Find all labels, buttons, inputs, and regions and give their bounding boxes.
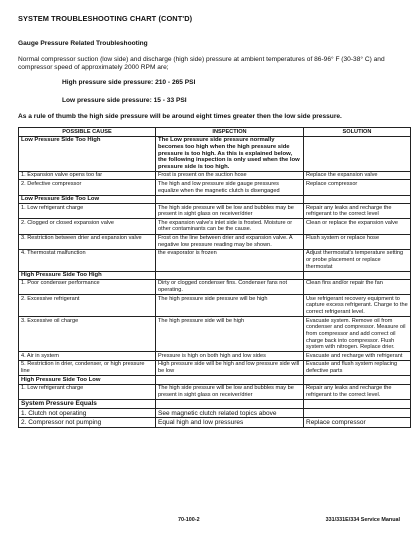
section-row bbox=[19, 195, 411, 203]
cell-cause: Low Pressure Side Too High bbox=[19, 136, 156, 171]
table-row bbox=[19, 280, 411, 295]
cell-cause: 3. Restriction between drier and expansion valve bbox=[19, 234, 156, 249]
header-possible-cause: POSSIBLE CAUSE bbox=[19, 128, 156, 137]
cell-cause: High Pressure Side Too Low bbox=[19, 376, 156, 384]
table-row bbox=[19, 219, 411, 234]
table-body bbox=[19, 136, 411, 427]
cell-cause: 1. Expansion valve opens too far bbox=[19, 172, 156, 180]
page-number: 70-100-2 bbox=[178, 517, 200, 523]
section-row bbox=[19, 136, 411, 171]
page-title: SYSTEM TROUBLESHOOTING CHART (CONT'D) bbox=[18, 14, 193, 23]
cell-cause: 1. Poor condenser performance bbox=[19, 280, 156, 295]
cell-cause: 2. Excessive refrigerant bbox=[19, 295, 156, 317]
cell-inspection: The high side pressure will be low and bubbles may be present in sight glass on receiver/drier bbox=[156, 384, 304, 399]
manual-name: 331/331E/334 Service Manual bbox=[325, 517, 400, 523]
section-row bbox=[19, 271, 411, 279]
section-subtitle: Gauge Pressure Related Troubleshooting bbox=[18, 40, 148, 47]
cell-solution bbox=[304, 399, 411, 408]
low-pressure-spec: Low pressure side pressure: 15 - 33 PSI bbox=[62, 97, 187, 104]
cell-inspection: the evaporator is frozen bbox=[156, 249, 304, 271]
cell-solution: Repair any leaks and recharge the refrigerant to the correct level. bbox=[304, 384, 411, 399]
cell-solution: Replace the expansion valve bbox=[304, 172, 411, 180]
cell-inspection: Pressure is high on both high and low sides bbox=[156, 352, 304, 360]
cell-cause: 2. Defective compressor bbox=[19, 180, 156, 195]
cell-solution: Use refrigerant recovery equipment to capture excess refrigerant. Charge to the correct refrigerant level. bbox=[304, 295, 411, 317]
cell-cause: High Pressure Side Too High bbox=[19, 271, 156, 279]
cell-cause: 2. Clogged or closed expansion valve bbox=[19, 219, 156, 234]
cell-solution bbox=[304, 409, 411, 418]
high-pressure-spec: High pressure side pressure: 210 - 265 PSI bbox=[62, 79, 196, 86]
cell-inspection bbox=[156, 271, 304, 279]
cell-solution: Repair any leaks and recharge the refrigerant to the correct level bbox=[304, 204, 411, 219]
cell-inspection: The high pressure side will be high bbox=[156, 317, 304, 352]
table-header-row bbox=[19, 128, 411, 137]
cell-inspection: Equal high and low pressures bbox=[156, 418, 304, 427]
cell-solution: Evacuate and flush system replacing defective parts bbox=[304, 360, 411, 375]
section-row bbox=[19, 376, 411, 384]
table-row bbox=[19, 360, 411, 375]
table-row bbox=[19, 172, 411, 180]
cell-inspection: The high side pressure will be low and bubbles may be present in sight glass on receiver/drier bbox=[156, 204, 304, 219]
cell-inspection: Dirty or clogged condenser fins. Condenser fans not operating. bbox=[156, 280, 304, 295]
cell-inspection: The Low pressure side pressure normally becomes too high when the high pressure side pressure is too high. As this is explained below, the following inspection is only used when the low pressure side is too high. bbox=[156, 136, 304, 171]
cell-inspection: Frost is present on the suction hose bbox=[156, 172, 304, 180]
cell-cause: 1. Low refrigerant charge bbox=[19, 204, 156, 219]
table-row bbox=[19, 384, 411, 399]
cell-solution bbox=[304, 376, 411, 384]
table-row bbox=[19, 204, 411, 219]
table-row bbox=[19, 295, 411, 317]
cell-inspection: Frost on the line between drier and expansion valve. A negative low pressure reading may be shown. bbox=[156, 234, 304, 249]
cell-solution: Flush system or replace hose bbox=[304, 234, 411, 249]
cell-inspection: High pressure side will be high and low pressure side will be low bbox=[156, 360, 304, 375]
cell-inspection bbox=[156, 376, 304, 384]
cell-inspection: The high and low pressure side gauge pressures equalize when the magnetic clutch is disengaged bbox=[156, 180, 304, 195]
table-row bbox=[19, 352, 411, 360]
cell-cause: 1. Low refrigerant charge bbox=[19, 384, 156, 399]
table-row bbox=[19, 317, 411, 352]
cell-cause: System Pressure Equals bbox=[19, 399, 156, 408]
cell-solution bbox=[304, 271, 411, 279]
cell-cause: 1. Clutch not operating bbox=[19, 409, 156, 418]
cell-cause: 4. Air in system bbox=[19, 352, 156, 360]
cell-solution: Replace compressor bbox=[304, 418, 411, 427]
cell-solution: Clean fins and/or repair the fan bbox=[304, 280, 411, 295]
cell-inspection: See magnetic clutch related topics above bbox=[156, 409, 304, 418]
intro-paragraph: Normal compressor suction (low side) and discharge (high side) pressure at ambient temperatures of 86-96° F (30-38° C) and compressor speed of approximately 2000 RPM are; bbox=[18, 56, 385, 72]
cell-cause: Low Pressure Side Too Low bbox=[19, 195, 156, 203]
table-row bbox=[19, 409, 411, 418]
troubleshooting-table bbox=[18, 127, 411, 428]
cell-inspection: The expansion valve's inlet side is frosted. Moisture or other contaminants can be the cause. bbox=[156, 219, 304, 234]
cell-cause: 4. Thermostat malfunction bbox=[19, 249, 156, 271]
cell-solution: Evacuate and recharge with refrigerant bbox=[304, 352, 411, 360]
header-inspection: INSPECTION bbox=[156, 128, 304, 137]
cell-cause: 3. Excessive oil charge bbox=[19, 317, 156, 352]
header-solution: SOLUTION bbox=[304, 128, 411, 137]
table-row bbox=[19, 180, 411, 195]
cell-solution: Evacuate system. Remove oil from condenser and compressor. Measure oil from compressor and add correct oil charge back into compressor. Flush system with nitrogen. Replace drier. bbox=[304, 317, 411, 352]
cell-cause: 2. Compressor not pumping bbox=[19, 418, 156, 427]
cell-solution bbox=[304, 195, 411, 203]
table-row bbox=[19, 418, 411, 427]
cell-cause: 5. Restriction in drier, condenser, or high pressure line bbox=[19, 360, 156, 375]
cell-solution bbox=[304, 136, 411, 171]
table-row bbox=[19, 234, 411, 249]
cell-inspection: The high pressure side pressure will be high bbox=[156, 295, 304, 317]
section-row bbox=[19, 399, 411, 408]
table-row bbox=[19, 249, 411, 271]
cell-solution: Adjust thermostat's temperature setting or probe placement or replace thermostat bbox=[304, 249, 411, 271]
cell-solution: Clean or replace the expansion valve bbox=[304, 219, 411, 234]
cell-solution: Replace compressor bbox=[304, 180, 411, 195]
rule-of-thumb: As a rule of thumb the high side pressure will be around eight times greater then the low side pressure. bbox=[18, 113, 342, 120]
cell-inspection bbox=[156, 399, 304, 408]
cell-inspection bbox=[156, 195, 304, 203]
